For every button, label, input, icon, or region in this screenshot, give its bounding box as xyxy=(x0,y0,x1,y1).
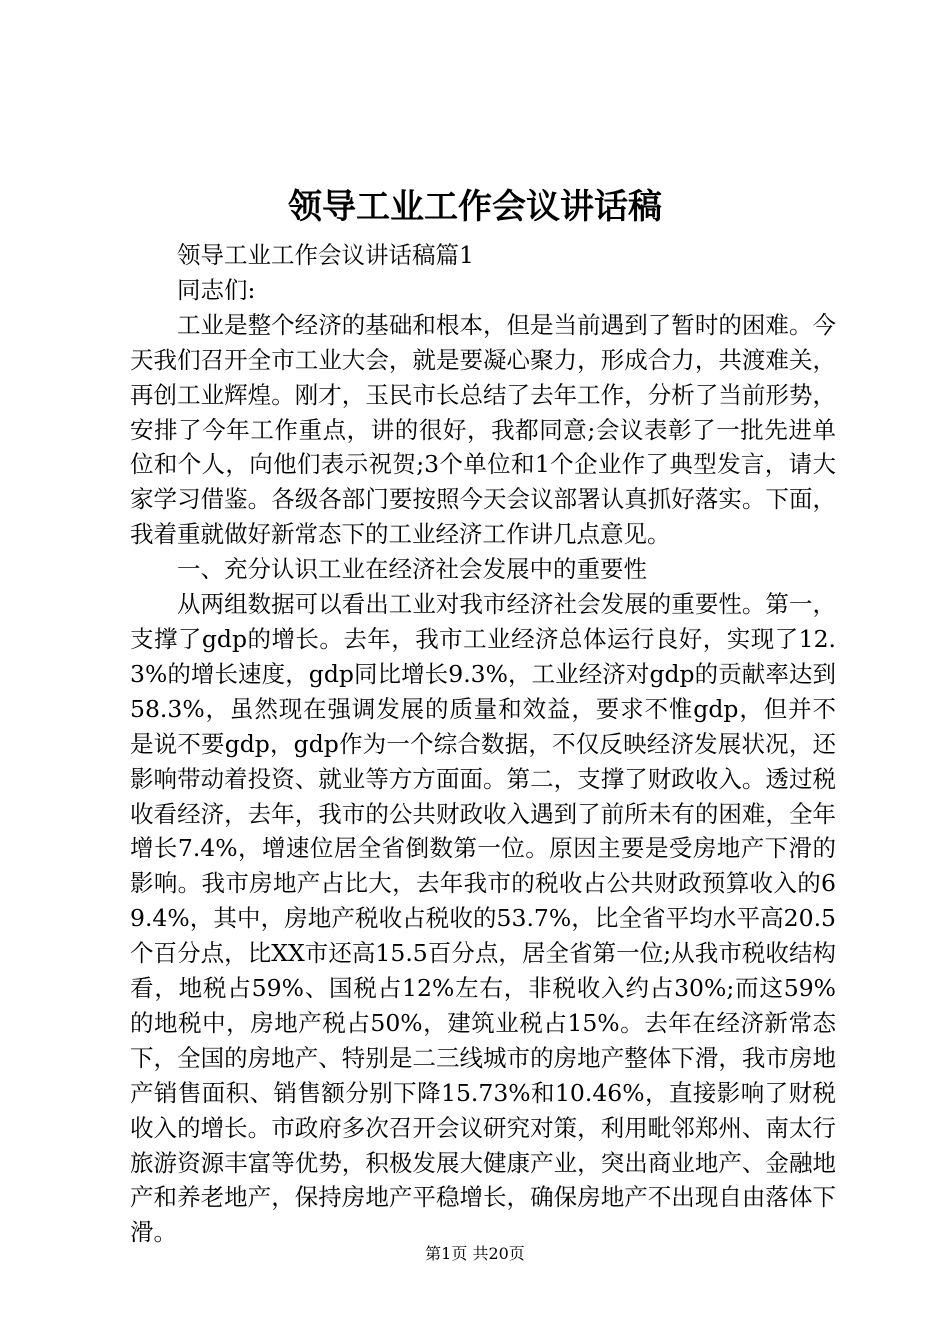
body-paragraph: 工业是整个经济的基础和根本，但是当前遇到了暂时的困难。今天我们召开全市工业大会，就是要凝心聚力，形成合力，共渡难关，再创工业辉煌。刚才，玉民市长总结了去年工作，分析了当前形势，安排了今年工作重点，讲的很好，我都同意;会议表彰了一批先进单位和个人，向他们表示祝贺;3个单位和1个企业作了典型发言，请大家学习借鉴。各级各部门要按照今天会议部署认真抓好落实。下面，我着重就做好新常态下的工业经济工作讲几点意见。 xyxy=(130,310,836,549)
page-footer: 第1页 共20页 xyxy=(425,1244,525,1263)
body-paragraph: 从两组数据可以看出工业对我市经济社会发展的重要性。第一，支撑了gdp的增长。去年，我市工业经济总体运行良好，实现了12.3%的增长速度，gdp同比增长9.3%，工业经济对gdp的贡献率达到58.3%，虽然现在强调发展的质量和效益，要求不惟gdp，但并不是说不要gdp，gdp作为一个综合数据，不仅反映经济发展状况，还影响带动着投资、就业等方方面面。第二，支撑了财政收入。透过税收看经济，去年，我市的公共财政收入遇到了前所未有的困难，全年增长7.4%，增速位居全省倒数第一位。原因主要是受房地产下滑的影响。我市房地产占比大，去年我市的税收占公共财政预算收入的69.4%，其中，房地产税收占税收的53.7%，比全省平均水平高20.5个百分点，比XX市还高15.5百分点，居全省第一位;从我市税收结构看，地税占59%、国税占12%左右，非税收入约占30%;而这59%的地税中，房地产税占50%，建筑业税占15%。去年在经济新常态下，全国的房地产、特别是二三线城市的房地产整体下滑，我市房地产销售面积、销售额分别下降15.73%和10.46%，直接影响了财税收入的增长。市政府多次召开会议研究对策，利用毗邻郑州、南太行旅游资源丰富等优势，积极发展大健康产业，突出商业地产、金融地产和养老地产，保持房地产平稳增长，确保房地产不出现自由落体下滑。 xyxy=(130,590,836,1247)
document-body xyxy=(130,238,836,1250)
section-heading: 领导工业工作会议讲话稿篇1 xyxy=(177,241,474,269)
subsection-heading: 一、充分认识工业在经济社会发展中的重要性 xyxy=(177,555,647,584)
salutation: 同志们: xyxy=(177,275,256,304)
document-title: 领导工业工作会议讲话稿 xyxy=(288,187,662,227)
